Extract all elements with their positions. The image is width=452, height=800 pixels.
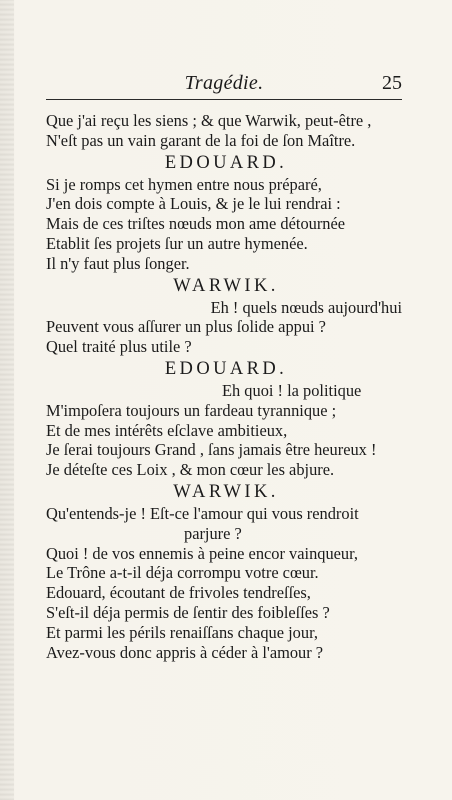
verse-line: Qu'entends-je ! Eſt-ce l'amour qui vous rendroit bbox=[46, 503, 359, 523]
verse-line: Mais de ces triſtes nœuds mon ame détournée bbox=[46, 214, 346, 234]
header-rule bbox=[46, 99, 402, 100]
speaker-name: WARWIK. bbox=[173, 481, 279, 502]
verse-line: Le Trône a-t-il déja corrompu votre cœur. bbox=[46, 563, 319, 583]
page-header bbox=[46, 72, 402, 96]
verse-line: Je ſerai toujours Grand , ſans jamais être heureux ! bbox=[46, 440, 377, 460]
running-title: Tragédie. bbox=[184, 72, 264, 94]
speaker-name: WARWIK. bbox=[173, 275, 279, 296]
verse-line: Peuvent vous aſſurer un plus ſolide appui ? bbox=[46, 317, 326, 337]
verse-line: Eh ! quels nœuds aujourd'hui bbox=[210, 297, 402, 317]
verse-line: Et de mes intérêts eſclave ambitieux, bbox=[46, 420, 288, 440]
verse-line: Etablit ſes projets ſur un autre hymenée. bbox=[46, 233, 308, 253]
verse-line: Edouard, écoutant de frivoles tendreſſes, bbox=[46, 583, 311, 603]
verse-line: Je déteſte ces Loix , & mon cœur les abjure. bbox=[46, 460, 335, 480]
verse-line: Il n'y faut plus ſonger. bbox=[46, 253, 190, 273]
speaker-name: EDOUARD. bbox=[164, 358, 288, 379]
verse-line: Si je romps cet hymen entre nous préparé, bbox=[46, 174, 322, 194]
verse-line: Eh quoi ! la politique bbox=[222, 380, 362, 400]
verse-line: S'eſt-il déja permis de ſentir des foibleſſes ? bbox=[46, 602, 330, 622]
verse-line: parjure ? bbox=[184, 523, 242, 543]
page-edge bbox=[0, 0, 14, 800]
verse-line: M'impoſera toujours un fardeau tyrannique ; bbox=[46, 400, 337, 420]
verse-line: Que j'ai reçu les siens ; & que Warwik, peut-être , bbox=[46, 111, 372, 130]
play-text bbox=[46, 111, 406, 662]
verse-line: J'en dois compte à Louis, & je le lui rendrai : bbox=[46, 194, 341, 214]
verse-line: Avez-vous donc appris à céder à l'amour ? bbox=[46, 642, 324, 662]
verse-line: Quel traité plus utile ? bbox=[46, 337, 192, 357]
verse-line: Et parmi les périls renaiſſans chaque jour, bbox=[46, 622, 318, 642]
verse-line: N'eſt pas un vain garant de la foi de ſon Maître. bbox=[46, 130, 356, 150]
speaker-name: EDOUARD. bbox=[164, 152, 288, 173]
verse-line: Quoi ! de vos ennemis à peine encor vainqueur, bbox=[46, 543, 359, 563]
page-number: 25 bbox=[382, 72, 402, 94]
